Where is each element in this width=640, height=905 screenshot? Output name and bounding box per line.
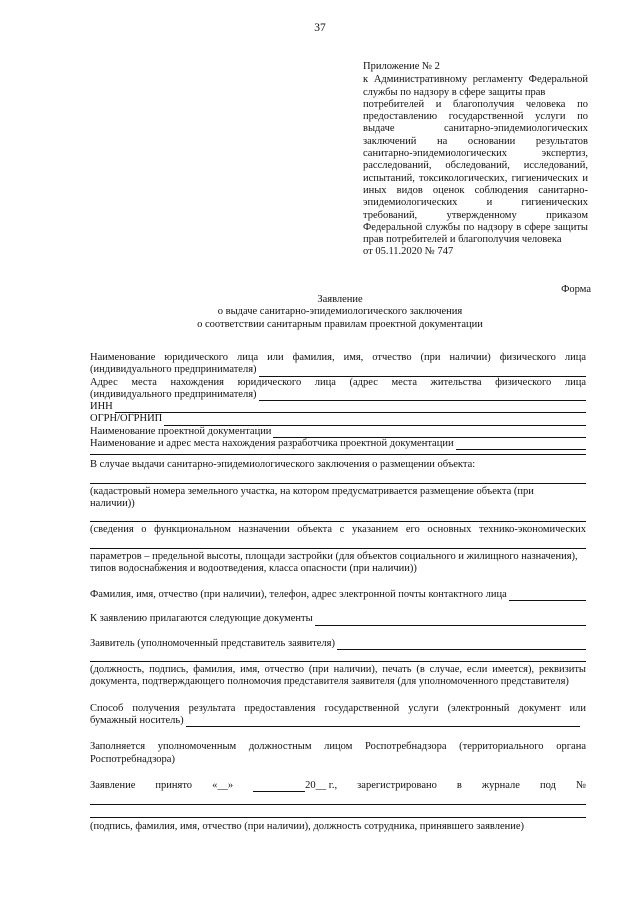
field-label: (индивидуального предпринимателя) (90, 364, 257, 376)
appendix-line: потребителей и благополучия человека по (363, 98, 588, 110)
field-label: Адрес места нахождения юридического лица (адрес места жительства физического лица (90, 376, 586, 388)
input-line[interactable] (90, 548, 586, 549)
input-line[interactable] (259, 366, 586, 377)
input-line[interactable] (273, 427, 586, 438)
field-hint: наличии)) (90, 497, 135, 509)
field-label: Наименование юридического лица или фамилия, имя, отчество (при наличии) физического лица (90, 352, 586, 363)
field-label: ОГРН/ОГРНИП (90, 413, 163, 425)
date-day-field[interactable]: «__» (212, 779, 234, 791)
appendix-line: эпидемиологических и гигиенических (363, 197, 588, 209)
input-line[interactable] (259, 390, 586, 401)
field-hint: (сведения о функциональном назначении объекта с указанием его основных технико-экономических (90, 524, 586, 536)
field-label: Наименование проектной документации (90, 425, 272, 437)
field-hint: (должность, подпись, фамилия, имя, отчество (при наличии), печать (в случае, если имеется), реквизиты (90, 664, 586, 676)
appendix-line: к Административному регламенту Федеральной (363, 74, 588, 86)
input-line[interactable] (90, 661, 586, 662)
input-line[interactable] (337, 639, 586, 650)
ogrn-field[interactable] (90, 413, 586, 425)
date-year-field[interactable]: 20__ г., (305, 779, 338, 791)
accepted-row[interactable] (90, 780, 586, 792)
applicant-name-field[interactable] (90, 352, 586, 377)
appendix-line: предоставлению государственной услуги по (363, 111, 588, 123)
field-hint: документа, подтверждающего полномочия представителя заявителя (для уполномоченного представителя) (90, 676, 569, 688)
page-number: 37 (314, 22, 326, 34)
appendix-line: прав потребителей и благополучия человека (363, 234, 562, 246)
form-heading (90, 294, 590, 331)
developer-field[interactable] (90, 438, 586, 450)
field-hint: параметров – предельной высоты, площади застройки (для объектов социального и жилищного назначения), (90, 550, 578, 562)
appendix-line: от 05.11.2020 № 747 (363, 246, 454, 258)
appendix-block (363, 61, 588, 259)
field-label: Наименование и адрес места нахождения разработчика проектной документации (90, 438, 454, 450)
input-line[interactable] (90, 817, 586, 818)
input-line[interactable] (90, 804, 586, 805)
appendix-line: службы по надзору в сфере защиты прав (363, 86, 546, 98)
field-label: Способ получения результата предоставления государственной услуги (электронный документ или (90, 702, 586, 714)
inn-field[interactable] (90, 401, 586, 413)
input-line[interactable] (90, 521, 586, 522)
appendix-title: Приложение № 2 (363, 61, 440, 72)
field-label: Роспотребнадзора) (90, 753, 175, 765)
position-field (90, 664, 586, 689)
field-label: Заполняется уполномоченным должностным лицом Роспотребнадзора (территориального органа (90, 741, 586, 753)
field-label: (индивидуального предпринимателя) (90, 388, 257, 400)
signature-hint: (подпись, фамилия, имя, отчество (при наличии), должность сотрудника, принявшего заявление) (90, 821, 525, 833)
field-label: К заявлению прилагаются следующие документы (90, 613, 313, 625)
input-line[interactable] (90, 454, 586, 455)
applicant-rep-field[interactable] (90, 638, 586, 650)
project-doc-field[interactable] (90, 426, 586, 438)
field-label: № (575, 779, 586, 791)
appendix-body (363, 74, 588, 258)
address-field[interactable] (90, 377, 586, 402)
functional-field-continued (90, 551, 586, 576)
appendix-line: испытаний, токсикологических, гигиенических и (363, 172, 588, 184)
field-hint: типов водоснабжения и водоотведения, класса опасности (при наличии)) (90, 562, 417, 574)
appendix-line: санитарно-эпидемиологических экспертиз, (363, 148, 588, 160)
field-label: зарегистрировано (357, 779, 437, 791)
appendix-line: требований, утвержденному приказом (363, 209, 588, 221)
cadastral-field (90, 486, 586, 511)
input-line[interactable] (90, 483, 586, 484)
field-label: Фамилия, имя, отчество (при наличии), телефон, адрес электронной почты контактного лица (90, 589, 507, 601)
field-label: в (456, 779, 462, 791)
input-line[interactable] (186, 716, 580, 727)
heading-subtitle: о соответствии санитарным правилам проектной документации (197, 318, 483, 330)
field-label: бумажный носитель) (90, 714, 184, 726)
appendix-line: заключений на основании результатов (363, 135, 588, 147)
field-label: под (539, 779, 556, 791)
heading-subtitle: о выдаче санитарно-эпидемиологического заключения (217, 306, 463, 318)
input-line[interactable] (456, 439, 586, 450)
field-label: Заявитель (уполномоченный представитель заявителя) (90, 637, 335, 649)
result-method-field[interactable] (90, 703, 586, 728)
placement-intro: В случае выдачи санитарно-эпидемиологического заключения о размещении объекта: (90, 459, 476, 471)
contact-field[interactable] (90, 589, 586, 601)
official-note (90, 741, 586, 766)
field-hint: (кадастровый номера земельного участка, на котором предусматривается размещение объекта (при (90, 485, 534, 497)
form-label: Форма (561, 284, 591, 295)
appendix-line: Федеральной службы по надзору в сфере защиты (363, 221, 588, 233)
field-label: принято (155, 779, 193, 791)
date-month-field[interactable] (253, 781, 305, 792)
heading-title: Заявление (317, 294, 363, 305)
appendix-line: расследований, обследований, исследований, (363, 160, 588, 172)
appendix-line: иных видов оценок соблюдения санитарно- (363, 184, 588, 196)
input-line[interactable] (315, 615, 586, 626)
input-line[interactable] (115, 402, 586, 413)
appendix-line: выдаче санитарно-эпидемиологических (363, 123, 588, 135)
field-label: журнале (481, 779, 520, 791)
input-line[interactable] (164, 415, 586, 426)
form-content (90, 352, 586, 833)
functional-field (90, 524, 586, 536)
attached-docs-field[interactable] (90, 613, 586, 625)
field-label: Заявление (90, 779, 136, 791)
input-line[interactable] (509, 590, 586, 601)
field-label: ИНН (90, 401, 113, 413)
